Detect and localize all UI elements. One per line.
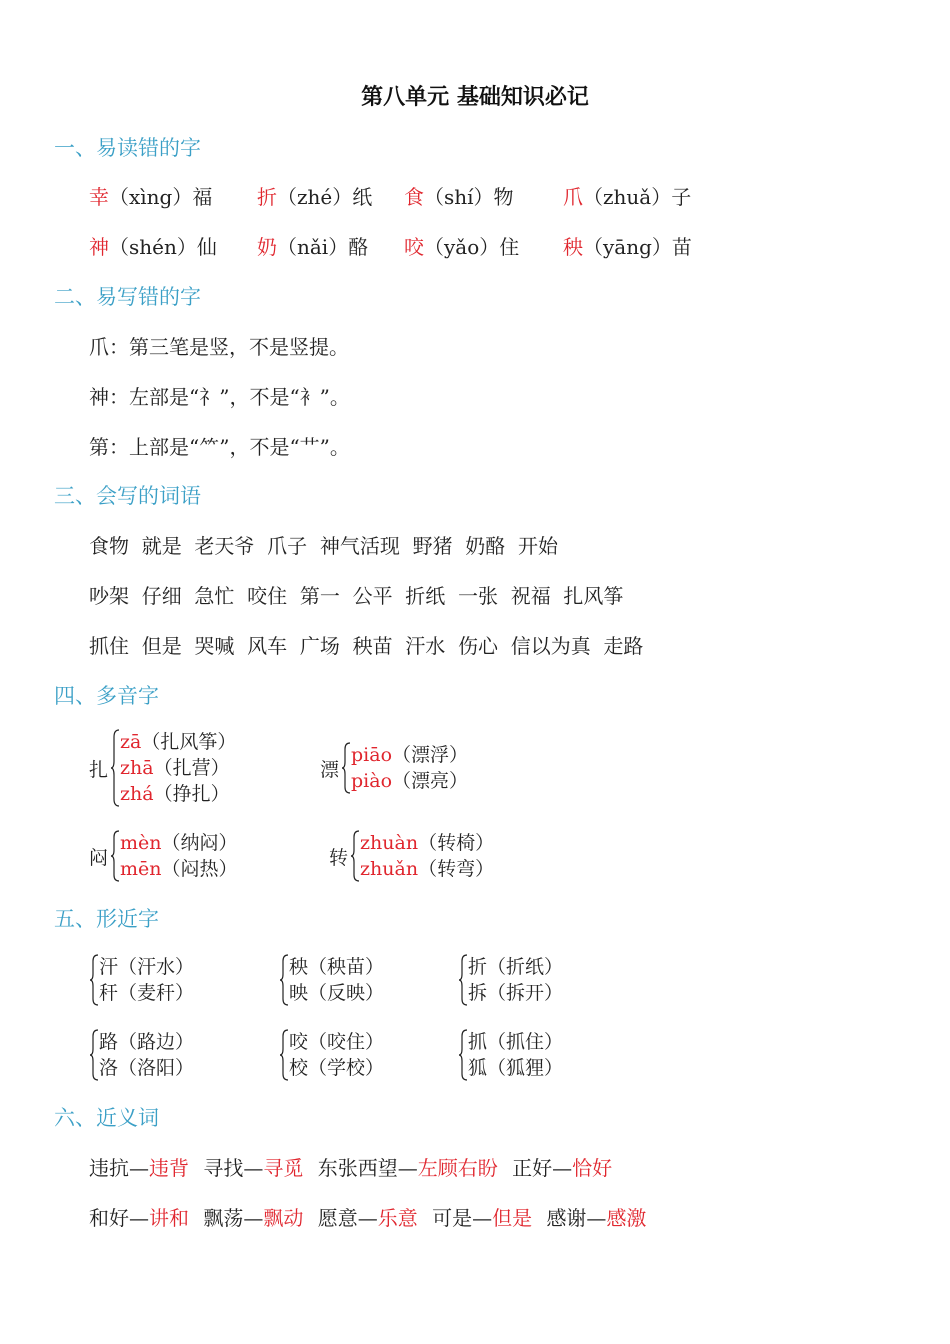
similar-row: 狐（狐狸） bbox=[468, 1057, 564, 1079]
similar-row: 咬（咬住） bbox=[289, 1031, 385, 1053]
synonym-pair: 可是—但是 bbox=[432, 1206, 533, 1230]
brace-icon bbox=[110, 830, 120, 882]
word-list-line: 抓住 但是 哭喊 风车 广场 秧苗 汗水 伤心 信以为真 走路 bbox=[89, 634, 644, 658]
misread-item: 奶（nǎi）酪 bbox=[257, 235, 369, 259]
synonym-pair: 飘荡—飘动 bbox=[203, 1206, 304, 1230]
misread-item: 幸（xìng）福 bbox=[89, 185, 213, 209]
similar-row: 映（反映） bbox=[289, 982, 385, 1004]
polyphone-char: 闷 bbox=[89, 846, 109, 869]
brace-icon bbox=[279, 954, 289, 1006]
polyphone-row: piào（漂亮） bbox=[351, 770, 469, 792]
synonym-line bbox=[89, 1152, 620, 1181]
polyphone-char: 扎 bbox=[89, 758, 109, 781]
polyphone-group bbox=[320, 742, 468, 794]
polyphone-char: 漂 bbox=[320, 758, 340, 781]
similar-row: 校（学校） bbox=[289, 1057, 385, 1079]
section-heading-words: 三、会写的词语 bbox=[54, 484, 201, 508]
page-title: 第八单元 基础知识必记 bbox=[361, 85, 589, 110]
synonym-pair: 和好—讲和 bbox=[89, 1206, 189, 1230]
word-list-line: 吵架 仔细 急忙 咬住 第一 公平 折纸 一张 祝福 扎风筝 bbox=[89, 584, 624, 608]
polyphone-row: piāo（漂浮） bbox=[351, 744, 469, 766]
section-heading-misread: 一、易读错的字 bbox=[54, 136, 201, 160]
polyphone-row: zhā（扎营） bbox=[120, 757, 230, 779]
section-heading-polyphones: 四、多音字 bbox=[54, 684, 159, 708]
similar-row: 抓（抓住） bbox=[468, 1031, 564, 1053]
miswrite-note: 爪：第三笔是竖，不是竖提。 bbox=[89, 335, 349, 359]
synonym-pair: 寻找—寻觅 bbox=[203, 1156, 304, 1180]
polyphone-row: zhá（挣扎） bbox=[120, 783, 230, 805]
synonym-pair: 愿意—乐意 bbox=[317, 1206, 418, 1230]
polyphone-group bbox=[89, 830, 238, 882]
polyphone-row: zhuàn（转椅） bbox=[360, 832, 495, 854]
misread-item: 爪（zhuǎ）子 bbox=[563, 185, 692, 209]
similar-group bbox=[89, 954, 194, 1006]
polyphone-char: 转 bbox=[329, 846, 349, 869]
similar-row: 秆（麦秆） bbox=[99, 982, 195, 1004]
misread-item: 折（zhé）纸 bbox=[257, 185, 373, 209]
section-heading-similar: 五、形近字 bbox=[54, 907, 159, 931]
synonym-pair: 正好—恰好 bbox=[512, 1156, 613, 1180]
polyphone-row: zā（扎风筝） bbox=[120, 731, 237, 753]
polyphone-group bbox=[329, 830, 494, 882]
similar-row: 拆（拆开） bbox=[468, 982, 564, 1004]
misread-item: 咬（yǎo）住 bbox=[404, 235, 520, 259]
polyphone-row: mèn（纳闷） bbox=[120, 832, 238, 854]
similar-group bbox=[458, 954, 563, 1006]
brace-icon bbox=[89, 1029, 99, 1081]
similar-group bbox=[89, 1029, 194, 1081]
brace-icon bbox=[458, 954, 468, 1006]
polyphone-row: zhuǎn（转弯） bbox=[360, 858, 495, 880]
misread-item: 食（shí）物 bbox=[404, 185, 514, 209]
synonym-pair: 感谢—感激 bbox=[546, 1206, 647, 1230]
brace-icon bbox=[341, 742, 351, 794]
miswrite-note: 第：上部是“⺮”，不是“艹”。 bbox=[89, 435, 350, 459]
brace-icon bbox=[89, 954, 99, 1006]
similar-row: 汗（汗水） bbox=[99, 956, 195, 978]
brace-icon bbox=[110, 729, 120, 807]
misread-item: 神（shén）仙 bbox=[89, 235, 217, 259]
synonym-line bbox=[89, 1202, 654, 1231]
similar-group bbox=[279, 954, 384, 1006]
word-list-line: 食物 就是 老天爷 爪子 神气活现 野猪 奶酪 开始 bbox=[89, 534, 559, 558]
synonym-pair: 东张西望—左顾右盼 bbox=[317, 1156, 498, 1180]
similar-group bbox=[458, 1029, 563, 1081]
similar-row: 折（折纸） bbox=[468, 956, 564, 978]
section-heading-synonyms: 六、近义词 bbox=[54, 1106, 159, 1130]
brace-icon bbox=[279, 1029, 289, 1081]
similar-row: 秧（秧苗） bbox=[289, 956, 385, 978]
miswrite-note: 神：左部是“礻”，不是“衤”。 bbox=[89, 385, 350, 409]
synonym-pair: 违抗—违背 bbox=[89, 1156, 189, 1180]
brace-icon bbox=[350, 830, 360, 882]
similar-group bbox=[279, 1029, 384, 1081]
section-heading-miswrite: 二、易写错的字 bbox=[54, 285, 201, 309]
similar-row: 路（路边） bbox=[99, 1031, 195, 1053]
similar-row: 洛（洛阳） bbox=[99, 1057, 195, 1079]
brace-icon bbox=[458, 1029, 468, 1081]
polyphone-row: mēn（闷热） bbox=[120, 858, 238, 880]
polyphone-group bbox=[89, 729, 236, 807]
misread-item: 秧（yāng）苗 bbox=[563, 235, 692, 259]
